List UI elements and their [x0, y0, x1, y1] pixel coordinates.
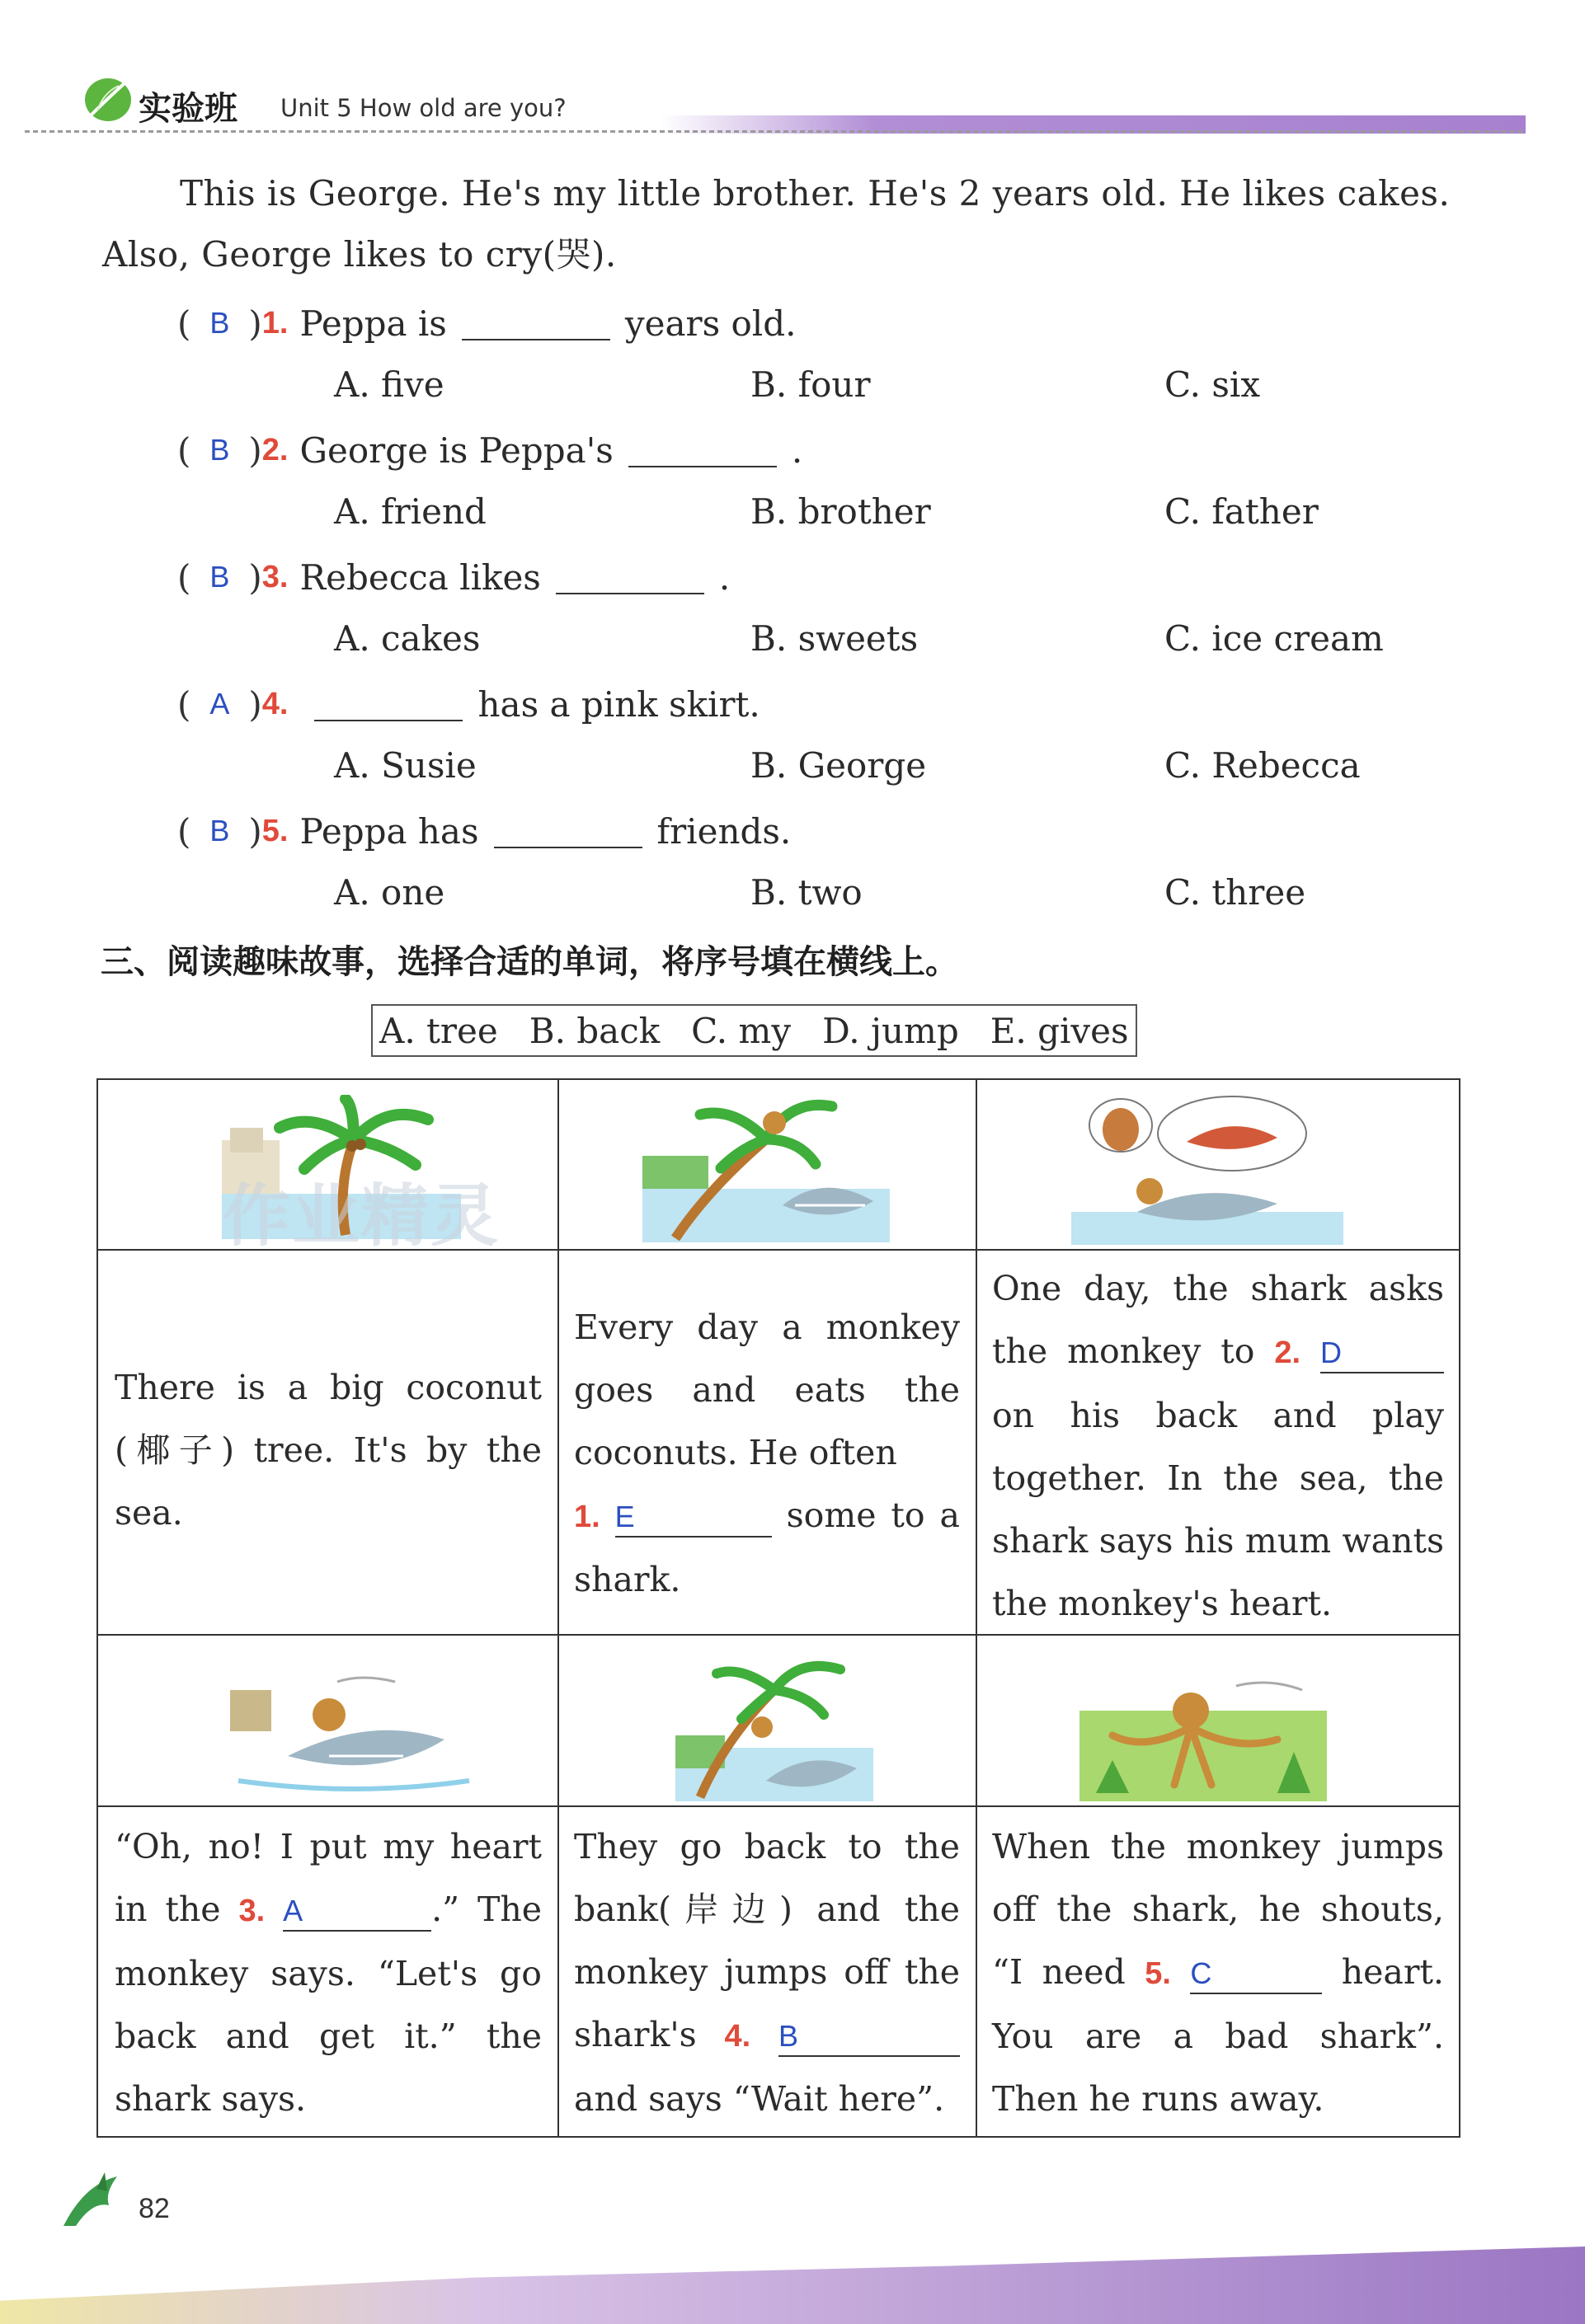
- story-cell-3: [992, 1257, 1444, 1635]
- option-c: C. ice cream: [1164, 618, 1384, 659]
- shark-asks-monkey-illustration: [1071, 1088, 1343, 1245]
- story-cell-6: [992, 1815, 1444, 2130]
- question-text-end: friends.: [656, 810, 792, 852]
- story-cell-6-text: When the monkey jumps off the shark, he shouts, “I need: [992, 1827, 1444, 1992]
- paren-open: (: [177, 683, 191, 725]
- blank-number: 2.: [1274, 1336, 1301, 1370]
- paren-close: ): [248, 430, 262, 471]
- question-text: Peppa has: [299, 810, 479, 852]
- back-to-bank-illustration: [675, 1657, 873, 1801]
- monkey-shouting-illustration: [1079, 1661, 1327, 1801]
- option-b: B. George: [750, 745, 927, 786]
- story-cell-2: [574, 1296, 960, 1611]
- answer-blank-1: E: [615, 1498, 772, 1538]
- blank-number: 3.: [238, 1894, 266, 1928]
- story-cell-5: [574, 1815, 960, 2130]
- answer-blank: [494, 814, 642, 848]
- leaf-logo-icon: [82, 74, 134, 125]
- unit-title: Unit 5 How old are you?: [280, 94, 567, 122]
- question-text: Rebecca likes: [299, 556, 541, 598]
- option-c: C. six: [1164, 364, 1261, 405]
- word-bank-item: C. my: [691, 1010, 792, 1051]
- paren-open: (: [177, 303, 191, 344]
- story-cell-5-text: They go back to the bank(岸边) and the monkey jumps off the shark's: [574, 1827, 960, 2054]
- word-bank-item: E. gives: [990, 1010, 1129, 1051]
- series-label: 实验班: [139, 90, 238, 128]
- monkey-shark-illustration: [642, 1090, 890, 1242]
- paren-open: (: [177, 430, 191, 471]
- question-row: [177, 679, 760, 729]
- story-cell-3-text: One day, the shark asks the monkey to: [992, 1269, 1444, 1371]
- question-number: 2.: [261, 432, 289, 467]
- answer-blank-3: A: [283, 1892, 431, 1932]
- word-bank-item: D. jump: [822, 1010, 959, 1051]
- section-heading: 三、阅读趣味故事，选择合适的单词，将序号填在横线上。: [101, 943, 958, 981]
- watermark: 作业精灵: [223, 1177, 501, 1256]
- monkey-riding-shark-illustration: [230, 1657, 477, 1797]
- table-divider: [98, 1805, 1459, 1807]
- answer-letter: B: [209, 306, 230, 340]
- answer-letter: A: [209, 687, 230, 721]
- story-cell-3-text-end: on his back and play together. In the sea, the shark says his mum wants the monkey's heart.: [992, 1396, 1444, 1623]
- paren-close: ): [248, 303, 262, 344]
- question-row: [177, 425, 802, 475]
- option-b: B. brother: [750, 491, 931, 532]
- option-a: A. cakes: [334, 618, 481, 659]
- option-c: C. three: [1164, 872, 1306, 913]
- option-b: B. two: [750, 872, 863, 913]
- question-number: 3.: [261, 559, 289, 594]
- word-bank: [371, 1004, 1137, 1057]
- option-a: A. five: [334, 364, 444, 405]
- story-cell-2-text: Every day a monkey goes and eats the coconuts. He often: [574, 1308, 960, 1472]
- word-bank-item: B. back: [529, 1010, 661, 1051]
- story-cell-4: [115, 1815, 542, 2130]
- question-number: 4.: [261, 686, 289, 721]
- answer-blank: [462, 306, 610, 340]
- option-c: C. Rebecca: [1164, 745, 1361, 786]
- story-cell-2-text-end: some to a shark.: [574, 1495, 960, 1599]
- paren-close: ): [248, 810, 262, 852]
- question-text-end: years old.: [624, 303, 797, 344]
- story-cell-5-text-end: and says “Wait here”.: [574, 2079, 945, 2119]
- answer-letter: B: [209, 560, 230, 594]
- question-text-end: .: [718, 556, 731, 598]
- question-row: [177, 806, 791, 856]
- passage-line-2: Also, George likes to cry(哭).: [102, 234, 617, 275]
- word-bank-item: A. tree: [379, 1010, 498, 1051]
- answer-blank-5: C: [1190, 1955, 1322, 1994]
- question-number: 5.: [261, 813, 289, 848]
- option-b: B. four: [750, 364, 871, 405]
- question-text: George is Peppa's: [299, 430, 614, 471]
- answer-blank: [314, 687, 463, 721]
- blank-number: 5.: [1145, 1956, 1171, 1991]
- paren-open: (: [177, 810, 191, 852]
- question-row: [177, 298, 796, 348]
- table-divider: [976, 1080, 977, 2136]
- footer-band: [0, 2247, 1585, 2324]
- question-number: 1.: [261, 305, 289, 340]
- table-divider: [557, 1080, 559, 2136]
- paren-close: ): [248, 556, 262, 598]
- option-a: A. one: [334, 872, 445, 913]
- answer-blank: [556, 560, 704, 594]
- answer-blank-4: B: [778, 2017, 960, 2057]
- blank-number: 4.: [724, 2019, 751, 2054]
- story-cell-1: There is a big coconut (椰子) tree. It's by the sea.: [115, 1368, 542, 1533]
- story-cell-4-text-end: .” The monkey says. “Let's go back and get it.” the shark says.: [115, 1890, 542, 2119]
- story-cell-6-text-end: heart. You are a bad shark”. Then he runs away.: [992, 1952, 1444, 2119]
- header-divider: [25, 130, 1526, 133]
- blank-number: 1.: [574, 1500, 600, 1534]
- option-a: A. friend: [334, 491, 487, 532]
- paren-open: (: [177, 556, 191, 598]
- dolphin-icon: [59, 2168, 125, 2234]
- question-text-end: has a pink skirt.: [477, 683, 760, 725]
- option-a: A. Susie: [334, 745, 477, 786]
- question-row: [177, 552, 730, 602]
- question-text-end: .: [791, 430, 803, 471]
- paren-close: ): [248, 683, 262, 725]
- question-text: Peppa is: [299, 303, 447, 344]
- passage-line-1: This is George. He's my little brother. He's 2 years old. He likes cakes.: [180, 173, 1451, 214]
- option-c: C. father: [1164, 491, 1319, 532]
- story-cell-4-text: “Oh, no! I put my heart in the: [115, 1827, 542, 1929]
- answer-letter: B: [209, 433, 230, 467]
- answer-letter: B: [209, 814, 230, 847]
- answer-blank: [628, 433, 777, 467]
- page-number: 82: [139, 2193, 170, 2224]
- option-b: B. sweets: [750, 618, 919, 659]
- answer-blank-2: D: [1320, 1334, 1444, 1373]
